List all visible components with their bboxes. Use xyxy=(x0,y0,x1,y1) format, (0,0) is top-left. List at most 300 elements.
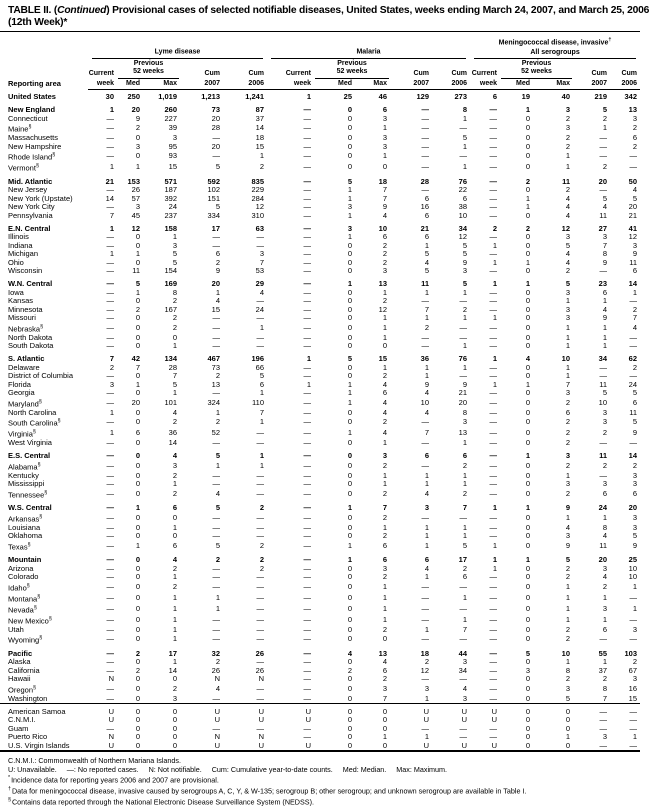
value-cell: — xyxy=(106,141,114,151)
value-cell: — xyxy=(106,133,114,142)
value-cell: — xyxy=(599,470,608,480)
value-cell: 5 xyxy=(525,648,531,658)
value-cell: 6 xyxy=(259,379,264,389)
value-cell: — xyxy=(421,296,429,305)
reporting-area-cell: Arkansas§ xyxy=(8,513,43,523)
value-cell: 20 xyxy=(131,397,140,407)
value-cell: 2 xyxy=(462,488,468,498)
reporting-area-cell: U.S. Virgin Islands xyxy=(8,740,70,750)
value-cell: 0 xyxy=(525,715,531,724)
value-cell: — xyxy=(256,592,264,602)
value-cell: 2 xyxy=(565,185,571,194)
value-cell: 134 xyxy=(164,354,177,363)
value-cell: N xyxy=(258,674,264,683)
value-cell: 3 xyxy=(632,624,638,634)
value-cell: 5 xyxy=(462,249,468,258)
value-cell: 4 xyxy=(602,202,608,211)
value-cell: 324 xyxy=(207,397,220,407)
value-cell: 1 xyxy=(306,92,311,101)
value-cell: — xyxy=(106,296,114,305)
value-cell: 5 xyxy=(602,105,608,114)
value-cell: 20 xyxy=(598,555,608,564)
value-cell: 6 xyxy=(424,451,429,460)
value-cell: — xyxy=(489,470,498,480)
value-cell: 6 xyxy=(632,266,638,275)
value-cell: — xyxy=(303,572,311,581)
value-cell: 0 xyxy=(172,740,177,750)
table-header xyxy=(0,32,640,90)
value-cell: 219 xyxy=(594,92,608,101)
value-cell: 4 xyxy=(382,407,387,417)
value-cell: 1 xyxy=(347,503,352,512)
value-cell: 20 xyxy=(628,202,638,211)
value-cell: — xyxy=(599,185,608,194)
table-row xyxy=(0,364,640,373)
table-row xyxy=(0,173,640,186)
reporting-area-cell: Mountain xyxy=(8,555,42,564)
table-row xyxy=(0,151,640,162)
value-cell: 0 xyxy=(135,371,140,380)
value-cell: 0 xyxy=(382,162,387,172)
value-cell: 1 xyxy=(492,379,498,389)
value-cell: 5 xyxy=(565,693,571,703)
col-header-previous-52-weeks: Previous 52 weeks xyxy=(117,59,180,79)
value-cell: 2 xyxy=(172,470,177,480)
reporting-area-cell: Illinois xyxy=(8,232,29,241)
value-cell: — xyxy=(459,512,468,522)
value-cell: 6 xyxy=(492,92,498,101)
reporting-area-cell: Minnesota xyxy=(8,304,43,314)
value-cell: — xyxy=(303,665,311,675)
value-cell: 0 xyxy=(347,614,352,624)
value-cell: — xyxy=(106,266,114,275)
value-cell: 1 xyxy=(565,322,571,332)
value-cell: 6 xyxy=(602,287,608,297)
value-cell: 12 xyxy=(628,232,638,241)
value-cell: 3 xyxy=(565,531,571,540)
value-cell: 2 xyxy=(565,428,571,438)
reporting-area-cell: Iowa xyxy=(8,287,24,297)
value-cell: 50 xyxy=(628,176,638,186)
value-cell: — xyxy=(256,683,264,693)
value-cell: 2 xyxy=(602,674,608,683)
value-cell: 9 xyxy=(602,257,608,267)
value-cell: — xyxy=(303,451,311,460)
value-cell: 9 xyxy=(565,540,571,550)
value-cell: 227 xyxy=(164,113,177,123)
value-cell: — xyxy=(212,531,220,540)
value-cell: — xyxy=(106,470,114,480)
value-cell: 1,213 xyxy=(201,92,220,101)
value-cell: 1 xyxy=(259,451,264,460)
value-cell: — xyxy=(421,438,429,447)
reporting-area-cell: Maine§ xyxy=(8,124,32,134)
value-cell: 0 xyxy=(525,185,531,194)
value-cell: 2 xyxy=(382,512,387,522)
value-cell: — xyxy=(212,232,220,241)
reporting-area-cell: New Hampshire xyxy=(8,141,62,151)
value-cell: 0 xyxy=(347,257,352,267)
value-cell: — xyxy=(629,592,638,602)
value-cell: 3 xyxy=(602,479,608,488)
value-cell: 10 xyxy=(628,563,638,573)
reporting-area-cell: Georgia xyxy=(8,388,35,397)
reporting-area-cell: Washington xyxy=(8,693,48,703)
col-header-max: Max xyxy=(143,79,180,90)
value-cell: 158 xyxy=(164,223,177,233)
value-cell: — xyxy=(256,313,264,322)
value-cell: 4 xyxy=(172,451,177,460)
col-header-max: Max xyxy=(533,79,573,90)
value-cell: 0 xyxy=(525,133,531,142)
value-cell: 1 xyxy=(462,522,468,532)
value-cell: U xyxy=(214,715,220,724)
value-cell: 0 xyxy=(347,740,352,750)
value-cell: 2 xyxy=(172,322,177,332)
table-row xyxy=(0,704,640,717)
value-cell: 11 xyxy=(599,451,608,460)
value-cell: — xyxy=(303,202,311,211)
table-row xyxy=(0,372,640,381)
value-cell: 0 xyxy=(347,417,352,427)
value-cell: 2 xyxy=(382,460,387,470)
value-cell: — xyxy=(421,614,429,624)
value-cell: — xyxy=(489,123,498,133)
value-cell: 0 xyxy=(172,732,177,741)
value-cell: 1 xyxy=(215,592,220,602)
value-cell: — xyxy=(303,313,311,322)
value-cell: 0 xyxy=(347,438,352,447)
value-cell: 7 xyxy=(135,362,140,372)
value-cell: 2 xyxy=(172,563,177,573)
value-cell: 15 xyxy=(378,354,387,363)
value-cell: 0 xyxy=(135,417,140,427)
value-cell: 3 xyxy=(382,141,387,151)
value-cell: — xyxy=(212,332,220,342)
value-cell: 1 xyxy=(135,287,140,297)
value-cell: — xyxy=(303,693,311,703)
value-cell: U xyxy=(305,740,311,750)
value-cell: 4 xyxy=(382,428,387,438)
value-cell: 2 xyxy=(632,657,638,666)
value-cell: — xyxy=(303,162,311,172)
value-cell: — xyxy=(599,266,608,275)
value-cell: 0 xyxy=(135,332,140,342)
value-cell: 3 xyxy=(382,683,387,693)
table-row xyxy=(0,725,640,734)
value-cell: 250 xyxy=(127,92,140,101)
value-cell: 9 xyxy=(632,428,638,438)
value-cell: 1 xyxy=(632,581,638,591)
reporting-area-header: Reporting area xyxy=(8,78,61,88)
table-row xyxy=(0,489,640,500)
value-cell: 18 xyxy=(378,176,387,186)
value-cell: U xyxy=(88,704,117,717)
value-cell: 1 xyxy=(135,379,140,389)
value-cell: 1 xyxy=(632,287,638,297)
value-cell: 0 xyxy=(533,704,573,717)
value-cell: 1 xyxy=(382,479,387,488)
value-cell: U xyxy=(214,740,220,750)
value-cell: — xyxy=(489,488,498,498)
value-cell: 20 xyxy=(211,279,220,288)
value-cell: — xyxy=(106,113,114,123)
value-cell: 3 xyxy=(382,133,387,142)
value-cell: 1 xyxy=(632,603,638,613)
value-cell: — xyxy=(489,479,498,488)
value-cell: U xyxy=(423,740,429,750)
table-row xyxy=(0,186,640,195)
value-cell: — xyxy=(489,113,498,123)
value-cell: 0 xyxy=(525,287,531,297)
value-cell: — xyxy=(489,193,498,203)
value-cell: — xyxy=(106,279,114,288)
reporting-area-cell: New Mexico§ xyxy=(8,615,52,625)
value-cell: — xyxy=(212,388,220,397)
value-cell: 0 xyxy=(135,133,140,142)
value-cell: — xyxy=(303,257,311,267)
value-cell: 2 xyxy=(492,223,498,233)
value-cell: — xyxy=(421,634,429,644)
value-cell: 14 xyxy=(628,451,638,460)
value-cell: 0 xyxy=(135,563,140,573)
value-cell: — xyxy=(256,581,264,591)
value-cell: 3 xyxy=(135,141,140,151)
value-cell: 1 xyxy=(424,362,429,372)
value-cell: 2 xyxy=(462,304,468,314)
value-cell: 23 xyxy=(598,279,608,288)
value-cell: U xyxy=(491,740,498,750)
value-cell: 3 xyxy=(632,479,638,488)
value-cell: — xyxy=(106,438,114,447)
value-cell: 0 xyxy=(347,113,352,123)
value-cell: — xyxy=(421,151,429,161)
value-cell: — xyxy=(303,512,311,522)
value-cell: 5 xyxy=(215,540,220,550)
value-cell: 1 xyxy=(109,407,114,417)
value-cell: — xyxy=(421,162,429,172)
reporting-area-cell: Pennsylvania xyxy=(8,210,53,220)
value-cell: 0 xyxy=(347,634,352,644)
value-cell: 11 xyxy=(599,379,608,389)
value-cell: 1 xyxy=(565,341,571,350)
value-cell: — xyxy=(489,531,498,540)
value-cell: — xyxy=(629,341,638,350)
value-cell: N xyxy=(214,674,220,683)
value-cell: 20 xyxy=(458,397,468,407)
value-cell: 1 xyxy=(172,634,177,644)
value-cell: 1 xyxy=(565,512,571,522)
table-row xyxy=(0,342,640,351)
value-cell: — xyxy=(489,648,498,658)
value-cell: — xyxy=(303,223,311,233)
value-cell: 2 xyxy=(382,531,387,540)
table-title-line1: TABLE II. (Continued) Provisional cases of selected notifiable diseases, United States, weeks ending March 24, 2007, and March 25, 2006 xyxy=(8,5,649,16)
value-cell: 0 xyxy=(172,531,177,540)
value-cell: 1,241 xyxy=(245,92,264,101)
value-cell: 2 xyxy=(602,460,608,470)
reporting-area-cell: United States xyxy=(8,91,56,101)
value-cell: 1 xyxy=(602,614,608,624)
value-cell: 0 xyxy=(347,451,352,460)
value-cell: 3 xyxy=(565,388,571,397)
value-cell: 3 xyxy=(382,266,387,275)
value-cell: — xyxy=(212,581,220,591)
col-header-week: week xyxy=(88,79,117,90)
footnote-asterisk: *Incidence data for reporting years 2006 and 2007 are provisional. xyxy=(8,775,219,785)
value-cell: 4 xyxy=(424,563,429,573)
value-cell: 10 xyxy=(378,223,387,233)
table-title xyxy=(0,0,649,31)
reporting-area-cell: W.N. Central xyxy=(8,279,53,288)
value-cell: 2 xyxy=(462,460,468,470)
value-cell: — xyxy=(489,185,498,194)
value-cell: — xyxy=(629,614,638,624)
value-cell: — xyxy=(303,417,311,427)
value-cell: 7 xyxy=(382,185,387,194)
value-cell: 3 xyxy=(565,123,571,133)
value-cell: 3 xyxy=(565,683,571,693)
value-cell: 0 xyxy=(525,634,531,644)
col-header-week: week xyxy=(267,79,314,90)
value-cell: — xyxy=(303,470,311,480)
value-cell: 57 xyxy=(131,193,140,203)
value-cell: 21 xyxy=(105,176,114,186)
value-cell: 2 xyxy=(565,438,571,447)
table-row xyxy=(0,351,640,364)
value-cell: 1 xyxy=(306,354,311,363)
reporting-area-cell: Tennessee§ xyxy=(8,489,48,499)
value-cell: 22 xyxy=(458,185,468,194)
value-cell: 3 xyxy=(632,240,638,250)
value-cell: 1 xyxy=(462,113,468,123)
value-cell: 2 xyxy=(135,648,140,658)
reporting-area-cell: North Dakota xyxy=(8,332,53,342)
value-cell: — xyxy=(212,438,220,447)
value-cell: 0 xyxy=(172,674,177,683)
value-cell: 0 xyxy=(347,674,352,683)
value-cell: 9 xyxy=(215,266,220,275)
value-cell: 13 xyxy=(458,428,468,438)
value-cell: — xyxy=(256,693,264,703)
value-cell: 0 xyxy=(525,428,531,438)
table-row xyxy=(0,684,640,695)
value-cell: 1 xyxy=(565,614,571,624)
value-cell: — xyxy=(303,240,311,250)
value-cell: 1 xyxy=(382,362,387,372)
value-cell: 4 xyxy=(565,193,571,203)
value-cell: 5 xyxy=(565,279,571,288)
value-cell: 12 xyxy=(131,223,140,233)
value-cell: 2 xyxy=(632,304,638,314)
table-row xyxy=(0,289,640,298)
value-cell: 13 xyxy=(378,648,387,658)
value-cell: 6 xyxy=(135,428,140,438)
value-cell: — xyxy=(303,279,311,288)
value-cell: — xyxy=(212,512,220,522)
value-cell: 1 xyxy=(565,592,571,602)
value-cell: 3 xyxy=(565,304,571,314)
value-cell: 32 xyxy=(211,648,220,658)
value-cell: — xyxy=(303,555,311,564)
value-cell: 1 xyxy=(109,105,114,114)
value-cell: 46 xyxy=(378,92,387,101)
value-cell: 12 xyxy=(420,665,429,675)
value-cell: 0 xyxy=(135,460,140,470)
value-cell: 5 xyxy=(462,279,468,288)
value-cell: — xyxy=(106,648,114,658)
value-cell: 0 xyxy=(143,704,180,717)
value-cell: — xyxy=(489,693,498,703)
value-cell: — xyxy=(212,572,220,581)
table-row xyxy=(0,658,640,667)
value-cell: 3 xyxy=(424,503,429,512)
value-cell: 3 xyxy=(602,417,608,427)
value-cell: 151 xyxy=(207,193,220,203)
value-cell: 0 xyxy=(135,470,140,480)
reporting-area-cell: E.S. Central xyxy=(8,451,51,460)
col-header-2007: 2007 xyxy=(390,79,432,90)
table-row xyxy=(0,123,640,134)
value-cell: 34 xyxy=(598,354,608,363)
value-cell: 1 xyxy=(259,322,264,332)
notifiable-diseases-table xyxy=(0,31,640,752)
value-cell: 2 xyxy=(565,460,571,470)
value-cell: — xyxy=(212,479,220,488)
reporting-area-cell: Rhode Island§ xyxy=(8,152,56,162)
value-cell: 3 xyxy=(382,563,387,573)
value-cell: 2 xyxy=(565,488,571,498)
reporting-area-cell: Kentucky xyxy=(8,470,39,480)
value-cell: 0 xyxy=(525,438,531,447)
value-cell: 4 xyxy=(565,522,571,532)
value-cell: 1 xyxy=(424,624,429,634)
value-cell: 3 xyxy=(632,674,638,683)
value-cell: 169 xyxy=(164,279,177,288)
value-cell: — xyxy=(303,634,311,644)
value-cell: — xyxy=(303,388,311,397)
value-cell: — xyxy=(106,185,114,194)
reporting-area-cell: S. Atlantic xyxy=(8,354,45,363)
value-cell: — xyxy=(106,683,114,693)
footnote-dagger: †Data for meningococcal disease, invasive caused by serogroups A, C, Y, & W-135; serogroup B; other serogroup; and unknown serogroup are available in Table I. xyxy=(8,786,527,796)
value-cell: 4 xyxy=(565,202,571,211)
value-cell: — xyxy=(106,657,114,666)
value-cell: 3 xyxy=(135,202,140,211)
value-cell: 1 xyxy=(215,460,220,470)
value-cell: 2 xyxy=(382,624,387,634)
value-cell: 229 xyxy=(251,185,264,194)
value-cell: 284 xyxy=(251,193,264,203)
value-cell: 7 xyxy=(259,407,264,417)
table-row xyxy=(0,242,640,251)
value-cell: 7 xyxy=(259,257,264,267)
value-cell: 4 xyxy=(382,210,387,220)
col-header-cum: Cum xyxy=(591,69,608,77)
value-cell: 7 xyxy=(632,313,638,322)
value-cell: U xyxy=(305,715,311,724)
value-cell: 0 xyxy=(525,460,531,470)
value-cell: — xyxy=(459,674,468,683)
value-cell: 2 xyxy=(215,555,220,564)
value-cell: — xyxy=(106,371,114,380)
value-cell: 0 xyxy=(135,296,140,305)
value-cell: 1 xyxy=(565,296,571,305)
value-cell: 8 xyxy=(172,287,177,297)
value-cell: 3 xyxy=(462,657,468,666)
value-cell: 6 xyxy=(565,407,571,417)
value-cell: 8 xyxy=(602,249,608,258)
